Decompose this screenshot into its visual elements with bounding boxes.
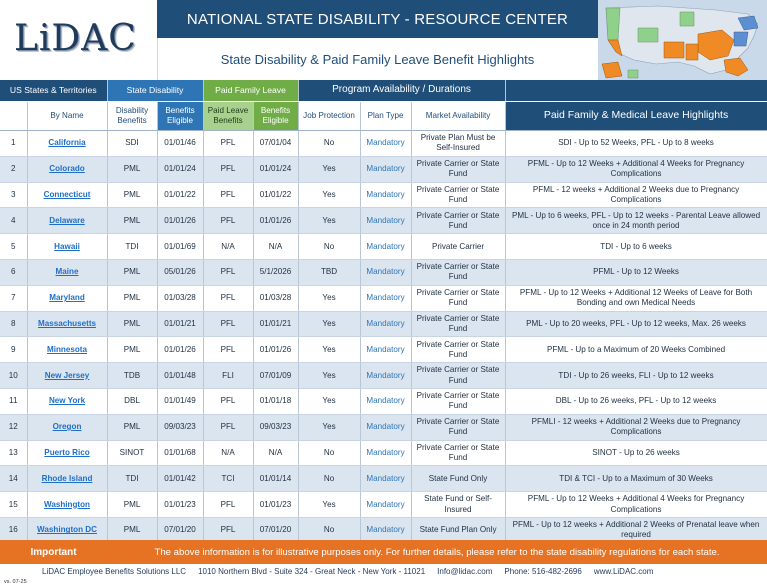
group-paid-family-leave: Paid Family Leave — [203, 80, 298, 102]
disability-benefit: SINOT — [107, 440, 157, 466]
job-protection: Yes — [298, 156, 360, 182]
disability-eligible-date: 01/01/42 — [157, 466, 203, 492]
plan-type: Mandatory — [360, 440, 411, 466]
market-availability: Private Carrier or State Fund — [411, 440, 505, 466]
market-availability: Private Carrier or State Fund — [411, 388, 505, 414]
table-row — [0, 131, 767, 157]
column-header-row — [0, 102, 767, 131]
paid-leave-benefit: PFL — [203, 337, 253, 363]
paid-leave-eligible-date: 01/01/18 — [253, 388, 298, 414]
disability-benefit: PML — [107, 156, 157, 182]
leave-highlights: PFML - Up to a Maximum of 20 Weeks Combined — [505, 337, 767, 363]
disability-eligible-date: 01/01/23 — [157, 492, 203, 518]
disability-benefit: PML — [107, 492, 157, 518]
job-protection: Yes — [298, 285, 360, 311]
leave-highlights: SDI - Up to 52 Weeks, PFL - Up to 8 weeks — [505, 131, 767, 157]
leave-highlights: SINOT - Up to 26 weeks — [505, 440, 767, 466]
row-number: 5 — [0, 234, 27, 260]
paid-leave-benefit: PFL — [203, 182, 253, 208]
state-link[interactable]: California — [27, 131, 107, 157]
paid-leave-benefit: TCI — [203, 466, 253, 492]
disability-benefit: TDI — [107, 234, 157, 260]
row-number: 13 — [0, 440, 27, 466]
paid-leave-eligible-date: 5/1/2026 — [253, 259, 298, 285]
paid-leave-benefit: PFL — [203, 492, 253, 518]
paid-leave-benefit: PFL — [203, 156, 253, 182]
disability-eligible-date: 01/01/69 — [157, 234, 203, 260]
disability-benefit: PML — [107, 182, 157, 208]
state-link[interactable]: Massachusetts — [27, 311, 107, 337]
benefits-table — [0, 80, 767, 544]
group-blank — [505, 80, 767, 102]
group-header-row — [0, 80, 767, 102]
disability-eligible-date: 07/01/20 — [157, 517, 203, 543]
state-link[interactable]: Delaware — [27, 208, 107, 234]
state-link[interactable]: Washington — [27, 492, 107, 518]
job-protection: Yes — [298, 492, 360, 518]
paid-leave-benefit: PFL — [203, 414, 253, 440]
state-link[interactable]: Maine — [27, 259, 107, 285]
leave-highlights: PFMLI - 12 weeks + Additional 2 Weeks due to Pregnancy Complications — [505, 414, 767, 440]
state-link[interactable]: Rhode Island — [27, 466, 107, 492]
footer-company: LiDAC Employee Benefits Solutions LLC — [42, 567, 187, 576]
disability-eligible-date: 09/03/23 — [157, 414, 203, 440]
market-availability: Private Carrier or State Fund — [411, 311, 505, 337]
paid-leave-eligible-date: 07/01/04 — [253, 131, 298, 157]
leave-highlights: PFML - Up to 12 Weeks + Additional 4 Weeks for Pregnancy Complications — [505, 156, 767, 182]
paid-leave-eligible-date: 07/01/20 — [253, 517, 298, 543]
col-number — [0, 102, 27, 131]
plan-type: Mandatory — [360, 492, 411, 518]
paid-leave-eligible-date: 01/01/23 — [253, 492, 298, 518]
job-protection: Yes — [298, 414, 360, 440]
leave-highlights: PFML - Up to 12 weeks + Additional 2 Weeks of Prenatal leave when required — [505, 517, 767, 543]
plan-type: Mandatory — [360, 259, 411, 285]
table-row — [0, 234, 767, 260]
job-protection: Yes — [298, 363, 360, 389]
market-availability: Private Carrier — [411, 234, 505, 260]
row-number: 9 — [0, 337, 27, 363]
job-protection: No — [298, 466, 360, 492]
row-number: 15 — [0, 492, 27, 518]
disability-benefit: PML — [107, 285, 157, 311]
leave-highlights: TDI - Up to 26 weeks, FLI - Up to 12 weeks — [505, 363, 767, 389]
disability-eligible-date: 01/01/26 — [157, 337, 203, 363]
row-number: 10 — [0, 363, 27, 389]
state-link[interactable]: Minnesota — [27, 337, 107, 363]
row-number: 11 — [0, 388, 27, 414]
disability-eligible-date: 01/01/24 — [157, 156, 203, 182]
table-row — [0, 440, 767, 466]
plan-type: Mandatory — [360, 388, 411, 414]
footer-phone: Phone: 516-482-2696 — [504, 567, 582, 576]
disability-eligible-date: 01/03/28 — [157, 285, 203, 311]
table-row — [0, 311, 767, 337]
version-label: vs. 07-25 — [4, 579, 27, 585]
market-availability: Private Carrier or State Fund — [411, 259, 505, 285]
col-paid-leave-benefits: Paid Leave Benefits — [203, 102, 253, 131]
paid-leave-benefit: PFL — [203, 388, 253, 414]
job-protection: Yes — [298, 337, 360, 363]
market-availability: Private Carrier or State Fund — [411, 337, 505, 363]
plan-type: Mandatory — [360, 311, 411, 337]
leave-highlights: PFML - Up to 12 Weeks + Additional 4 Weeks for Pregnancy Complications — [505, 492, 767, 518]
important-text: The above information is for illustrative purposes only. For further details, please refer to the state disability regulations for each state. — [154, 546, 720, 558]
table-row — [0, 388, 767, 414]
page-subtitle: State Disability & Paid Family Leave Benefit Highlights — [220, 51, 535, 67]
row-number: 14 — [0, 466, 27, 492]
header — [0, 0, 767, 80]
footer-address: 1010 Northern Blvd - Suite 324 - Great Neck - New York - 11021 — [198, 567, 426, 576]
leave-highlights: PML - Up to 20 weeks, PFL - Up to 12 weeks, Max. 26 weeks — [505, 311, 767, 337]
market-availability: Private Carrier or State Fund — [411, 363, 505, 389]
row-number: 4 — [0, 208, 27, 234]
plan-type: Mandatory — [360, 156, 411, 182]
paid-leave-eligible-date: 01/01/22 — [253, 182, 298, 208]
job-protection: No — [298, 440, 360, 466]
paid-leave-benefit: PFL — [203, 311, 253, 337]
disability-benefit: PML — [107, 517, 157, 543]
row-number: 1 — [0, 131, 27, 157]
table-row — [0, 466, 767, 492]
group-program-availability: Program Availability / Durations — [298, 80, 505, 102]
table-row — [0, 182, 767, 208]
disability-benefit: TDB — [107, 363, 157, 389]
leave-highlights: PFML - Up to 12 Weeks — [505, 259, 767, 285]
state-link[interactable]: New Jersey — [27, 363, 107, 389]
leave-highlights: TDI & TCI - Up to a Maximum of 30 Weeks — [505, 466, 767, 492]
market-availability: Private Plan Must be Self-Insured — [411, 131, 505, 157]
page-title: NATIONAL STATE DISABILITY - RESOURCE CENTER — [157, 0, 598, 38]
group-state-disability: State Disability — [107, 80, 203, 102]
disability-benefit: PML — [107, 208, 157, 234]
disability-eligible-date: 01/01/68 — [157, 440, 203, 466]
paid-leave-benefit: N/A — [203, 234, 253, 260]
disability-eligible-date: 01/01/48 — [157, 363, 203, 389]
paid-leave-eligible-date: 01/01/14 — [253, 466, 298, 492]
group-states: US States & Territories — [0, 80, 107, 102]
leave-highlights: PFML - 12 weeks + Additional 2 Weeks due to Pregnancy Complications — [505, 182, 767, 208]
market-availability: Private Carrier or State Fund — [411, 156, 505, 182]
disability-benefit: PML — [107, 311, 157, 337]
state-link[interactable]: Oregon — [27, 414, 107, 440]
state-link[interactable]: Maryland — [27, 285, 107, 311]
paid-leave-eligible-date: N/A — [253, 234, 298, 260]
disability-benefit: SDI — [107, 131, 157, 157]
paid-leave-eligible-date: 01/01/24 — [253, 156, 298, 182]
leave-highlights: PFML - Up to 12 Weeks + Additional 12 Weeks of Leave for Both Bonding and own Medical Needs — [505, 285, 767, 311]
col-paid-leave-eligible: Benefits Eligible — [253, 102, 298, 131]
col-market-availability: Market Availability — [411, 102, 505, 131]
plan-type: Mandatory — [360, 466, 411, 492]
benefits-table-wrapper — [0, 80, 767, 544]
col-by-name: By Name — [27, 102, 107, 131]
disability-eligible-date: 01/01/46 — [157, 131, 203, 157]
table-row — [0, 414, 767, 440]
market-availability: Private Carrier or State Fund — [411, 182, 505, 208]
table-row — [0, 492, 767, 518]
market-availability: Private Carrier or State Fund — [411, 285, 505, 311]
paid-leave-eligible-date: 01/01/26 — [253, 337, 298, 363]
paid-leave-eligible-date: 01/03/28 — [253, 285, 298, 311]
job-protection: Yes — [298, 182, 360, 208]
leave-highlights: DBL - Up to 26 weeks, PFL - Up to 12 weeks — [505, 388, 767, 414]
table-row — [0, 156, 767, 182]
disability-eligible-date: 01/01/21 — [157, 311, 203, 337]
job-protection: Yes — [298, 311, 360, 337]
state-link[interactable]: Colorado — [27, 156, 107, 182]
footer-website[interactable]: www.LiDAC.com — [593, 567, 654, 576]
table-row — [0, 208, 767, 234]
paid-leave-benefit: N/A — [203, 440, 253, 466]
leave-highlights: TDI - Up to 6 weeks — [505, 234, 767, 260]
market-availability: State Fund or Self-Insured — [411, 492, 505, 518]
state-link[interactable]: Washington DC — [27, 517, 107, 543]
plan-type: Mandatory — [360, 234, 411, 260]
paid-leave-eligible-date: 09/03/23 — [253, 414, 298, 440]
disability-eligible-date: 01/01/22 — [157, 182, 203, 208]
paid-leave-eligible-date: 01/01/26 — [253, 208, 298, 234]
state-link[interactable]: Hawaii — [27, 234, 107, 260]
disability-benefit: PML — [107, 259, 157, 285]
col-highlights: Paid Family & Medical Leave Highlights — [505, 102, 767, 131]
state-link[interactable]: New York — [27, 388, 107, 414]
market-availability: Private Carrier or State Fund — [411, 208, 505, 234]
table-row — [0, 285, 767, 311]
plan-type: Mandatory — [360, 414, 411, 440]
row-number: 2 — [0, 156, 27, 182]
col-disability-benefits: Disability Benefits — [107, 102, 157, 131]
paid-leave-eligible-date: 01/01/21 — [253, 311, 298, 337]
disability-eligible-date: 05/01/26 — [157, 259, 203, 285]
paid-leave-eligible-date: 07/01/09 — [253, 363, 298, 389]
disability-eligible-date: 01/01/26 — [157, 208, 203, 234]
disability-eligible-date: 01/01/49 — [157, 388, 203, 414]
plan-type: Mandatory — [360, 285, 411, 311]
plan-type: Mandatory — [360, 363, 411, 389]
paid-leave-benefit: PFL — [203, 517, 253, 543]
col-job-protection: Job Protection — [298, 102, 360, 131]
market-availability: Private Carrier or State Fund — [411, 414, 505, 440]
col-disability-eligible: Benefits Eligible — [157, 102, 203, 131]
market-availability: State Fund Only — [411, 466, 505, 492]
plan-type: Mandatory — [360, 337, 411, 363]
important-banner — [0, 540, 767, 564]
plan-type: Mandatory — [360, 208, 411, 234]
table-row — [0, 337, 767, 363]
state-link[interactable]: Puerto Rico — [27, 440, 107, 466]
row-number: 7 — [0, 285, 27, 311]
leave-highlights: PML - Up to 6 weeks, PFL - Up to 12 weeks - Parental Leave allowed once in 24 month period — [505, 208, 767, 234]
state-link[interactable]: Connecticut — [27, 182, 107, 208]
market-availability: State Fund Plan Only — [411, 517, 505, 543]
lidac-logo: LiDAC — [14, 18, 137, 59]
footer-email[interactable]: Info@lidac.com — [437, 567, 493, 576]
table-row — [0, 363, 767, 389]
disability-benefit: PML — [107, 414, 157, 440]
important-label: Important — [30, 546, 77, 558]
us-map-image — [598, 0, 767, 80]
row-number: 16 — [0, 517, 27, 543]
disability-benefit: PML — [107, 337, 157, 363]
table-body — [0, 131, 767, 544]
col-plan-type: Plan Type — [360, 102, 411, 131]
footer — [0, 564, 767, 579]
plan-type: Mandatory — [360, 517, 411, 543]
paid-leave-benefit: FLI — [203, 363, 253, 389]
table-row — [0, 259, 767, 285]
logo-area — [0, 0, 158, 80]
plan-type: Mandatory — [360, 182, 411, 208]
row-number: 8 — [0, 311, 27, 337]
paid-leave-eligible-date: N/A — [253, 440, 298, 466]
row-number: 3 — [0, 182, 27, 208]
job-protection: No — [298, 517, 360, 543]
paid-leave-benefit: PFL — [203, 285, 253, 311]
paid-leave-benefit: PFL — [203, 208, 253, 234]
paid-leave-benefit: PFL — [203, 131, 253, 157]
row-number: 12 — [0, 414, 27, 440]
job-protection: Yes — [298, 388, 360, 414]
paid-leave-benefit: PFL — [203, 259, 253, 285]
row-number: 6 — [0, 259, 27, 285]
disability-benefit: DBL — [107, 388, 157, 414]
job-protection: No — [298, 131, 360, 157]
plan-type: Mandatory — [360, 131, 411, 157]
disability-benefit: TDI — [107, 466, 157, 492]
job-protection: No — [298, 234, 360, 260]
job-protection: TBD — [298, 259, 360, 285]
job-protection: Yes — [298, 208, 360, 234]
